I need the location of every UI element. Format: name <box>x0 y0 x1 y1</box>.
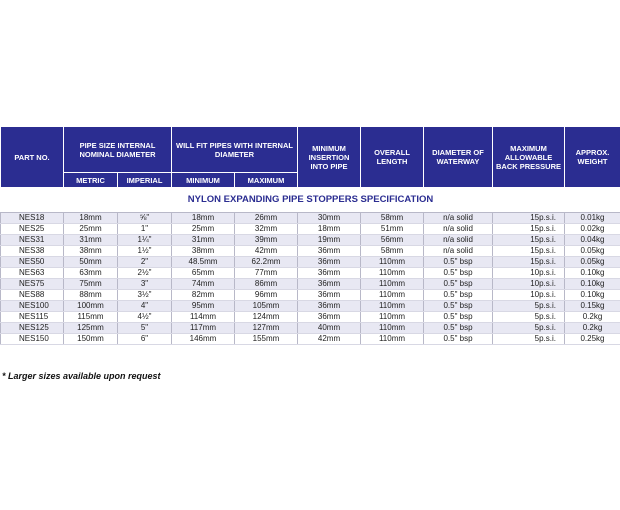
cell-insertion: 36mm <box>298 246 361 257</box>
cell-metric: 63mm <box>64 268 118 279</box>
cell-imperial: 6" <box>118 334 172 345</box>
cell-maximum: 124mm <box>235 312 298 323</box>
cell-weight: 0.04kg <box>565 235 620 246</box>
cell-overall-length: 56mm <box>361 235 424 246</box>
cell-maximum: 127mm <box>235 323 298 334</box>
cell-weight: 0.01kg <box>565 213 620 224</box>
header-will-fit: WILL FIT PIPES WITH INTERNAL DIAMETER <box>172 127 298 173</box>
cell-waterway: 0.5" bsp <box>424 312 493 323</box>
spec-table-container <box>0 126 620 345</box>
cell-maximum: 39mm <box>235 235 298 246</box>
cell-maximum: 96mm <box>235 290 298 301</box>
cell-imperial: 2½" <box>118 268 172 279</box>
table-row <box>1 224 620 235</box>
table-title-row <box>1 188 620 213</box>
cell-waterway: n/a solid <box>424 224 493 235</box>
table-row <box>1 213 620 224</box>
header-part-no: PART NO. <box>1 127 64 188</box>
cell-insertion: 19mm <box>298 235 361 246</box>
cell-weight: 0.2kg <box>565 323 620 334</box>
cell-part-no: NES31 <box>1 235 64 246</box>
cell-metric: 125mm <box>64 323 118 334</box>
cell-weight: 0.05kg <box>565 257 620 268</box>
header-pipe-size: PIPE SIZE INTERNAL NOMINAL DIAMETER <box>64 127 172 173</box>
cell-part-no: NES38 <box>1 246 64 257</box>
cell-insertion: 30mm <box>298 213 361 224</box>
spec-table <box>0 126 620 345</box>
cell-overall-length: 110mm <box>361 268 424 279</box>
cell-waterway: n/a solid <box>424 213 493 224</box>
cell-overall-length: 58mm <box>361 246 424 257</box>
footnote: * Larger sizes available upon request <box>2 371 161 381</box>
table-row <box>1 334 620 345</box>
cell-metric: 150mm <box>64 334 118 345</box>
cell-insertion: 36mm <box>298 268 361 279</box>
cell-minimum: 48.5mm <box>172 257 235 268</box>
table-row <box>1 312 620 323</box>
cell-overall-length: 110mm <box>361 301 424 312</box>
cell-minimum: 65mm <box>172 268 235 279</box>
cell-overall-length: 51mm <box>361 224 424 235</box>
cell-overall-length: 110mm <box>361 290 424 301</box>
cell-waterway: 0.5" bsp <box>424 257 493 268</box>
cell-maximum: 86mm <box>235 279 298 290</box>
cell-part-no: NES100 <box>1 301 64 312</box>
cell-insertion: 36mm <box>298 312 361 323</box>
cell-metric: 31mm <box>64 235 118 246</box>
cell-metric: 38mm <box>64 246 118 257</box>
cell-imperial: 3" <box>118 279 172 290</box>
cell-waterway: 0.5" bsp <box>424 334 493 345</box>
cell-back-pressure: 5p.s.i. <box>493 301 565 312</box>
cell-metric: 115mm <box>64 312 118 323</box>
cell-metric: 75mm <box>64 279 118 290</box>
cell-imperial: 1¼" <box>118 235 172 246</box>
cell-imperial: 1½" <box>118 246 172 257</box>
cell-part-no: NES115 <box>1 312 64 323</box>
cell-maximum: 77mm <box>235 268 298 279</box>
cell-imperial: 4½" <box>118 312 172 323</box>
cell-back-pressure: 15p.s.i. <box>493 213 565 224</box>
cell-back-pressure: 10p.s.i. <box>493 268 565 279</box>
cell-minimum: 31mm <box>172 235 235 246</box>
cell-imperial: 1" <box>118 224 172 235</box>
cell-back-pressure: 15p.s.i. <box>493 224 565 235</box>
table-row <box>1 246 620 257</box>
cell-waterway: n/a solid <box>424 235 493 246</box>
cell-part-no: NES125 <box>1 323 64 334</box>
header-weight: APPROX. WEIGHT <box>565 127 620 188</box>
table-row <box>1 268 620 279</box>
table-title: NYLON EXPANDING PIPE STOPPERS SPECIFICATION <box>1 188 620 213</box>
cell-back-pressure: 15p.s.i. <box>493 235 565 246</box>
header-min-insertion: MINIMUM INSERTION INTO PIPE <box>298 127 361 188</box>
cell-minimum: 74mm <box>172 279 235 290</box>
cell-weight: 0.05kg <box>565 246 620 257</box>
cell-overall-length: 110mm <box>361 312 424 323</box>
cell-maximum: 62.2mm <box>235 257 298 268</box>
cell-imperial: 5" <box>118 323 172 334</box>
table-row <box>1 257 620 268</box>
cell-minimum: 25mm <box>172 224 235 235</box>
cell-insertion: 36mm <box>298 279 361 290</box>
cell-insertion: 36mm <box>298 301 361 312</box>
header-metric: METRIC <box>64 173 118 188</box>
cell-minimum: 95mm <box>172 301 235 312</box>
header-maximum: MAXIMUM <box>235 173 298 188</box>
cell-waterway: 0.5" bsp <box>424 279 493 290</box>
cell-minimum: 38mm <box>172 246 235 257</box>
cell-imperial: ⅝" <box>118 213 172 224</box>
cell-insertion: 36mm <box>298 290 361 301</box>
cell-maximum: 105mm <box>235 301 298 312</box>
cell-insertion: 42mm <box>298 334 361 345</box>
header-back-pressure: MAXIMUM ALLOWABLE BACK PRESSURE <box>493 127 565 188</box>
cell-overall-length: 110mm <box>361 279 424 290</box>
cell-back-pressure: 15p.s.i. <box>493 246 565 257</box>
cell-part-no: NES25 <box>1 224 64 235</box>
cell-waterway: 0.5" bsp <box>424 268 493 279</box>
cell-minimum: 117mm <box>172 323 235 334</box>
cell-part-no: NES150 <box>1 334 64 345</box>
cell-part-no: NES50 <box>1 257 64 268</box>
table-row <box>1 301 620 312</box>
cell-maximum: 26mm <box>235 213 298 224</box>
cell-insertion: 36mm <box>298 257 361 268</box>
table-row <box>1 279 620 290</box>
cell-imperial: 2" <box>118 257 172 268</box>
table-row <box>1 235 620 246</box>
cell-back-pressure: 10p.s.i. <box>493 279 565 290</box>
cell-waterway: 0.5" bsp <box>424 290 493 301</box>
cell-waterway: 0.5" bsp <box>424 323 493 334</box>
header-waterway: DIAMETER OF WATERWAY <box>424 127 493 188</box>
cell-minimum: 146mm <box>172 334 235 345</box>
cell-overall-length: 110mm <box>361 257 424 268</box>
cell-overall-length: 58mm <box>361 213 424 224</box>
cell-metric: 18mm <box>64 213 118 224</box>
cell-minimum: 18mm <box>172 213 235 224</box>
cell-part-no: NES63 <box>1 268 64 279</box>
cell-metric: 25mm <box>64 224 118 235</box>
cell-part-no: NES18 <box>1 213 64 224</box>
cell-metric: 100mm <box>64 301 118 312</box>
table-row <box>1 323 620 334</box>
cell-waterway: 0.5" bsp <box>424 301 493 312</box>
cell-minimum: 114mm <box>172 312 235 323</box>
cell-imperial: 3½" <box>118 290 172 301</box>
cell-imperial: 4" <box>118 301 172 312</box>
header-minimum: MINIMUM <box>172 173 235 188</box>
header-overall-length: OVERALL LENGTH <box>361 127 424 188</box>
cell-metric: 50mm <box>64 257 118 268</box>
cell-weight: 0.10kg <box>565 279 620 290</box>
cell-waterway: n/a solid <box>424 246 493 257</box>
cell-weight: 0.10kg <box>565 268 620 279</box>
cell-overall-length: 110mm <box>361 334 424 345</box>
cell-weight: 0.10kg <box>565 290 620 301</box>
cell-weight: 0.2kg <box>565 312 620 323</box>
cell-metric: 88mm <box>64 290 118 301</box>
cell-weight: 0.15kg <box>565 301 620 312</box>
header-imperial: IMPERIAL <box>118 173 172 188</box>
cell-back-pressure: 5p.s.i. <box>493 312 565 323</box>
cell-weight: 0.02kg <box>565 224 620 235</box>
cell-maximum: 42mm <box>235 246 298 257</box>
cell-weight: 0.25kg <box>565 334 620 345</box>
table-row <box>1 290 620 301</box>
cell-minimum: 82mm <box>172 290 235 301</box>
cell-overall-length: 110mm <box>361 323 424 334</box>
cell-part-no: NES75 <box>1 279 64 290</box>
cell-back-pressure: 10p.s.i. <box>493 290 565 301</box>
cell-insertion: 40mm <box>298 323 361 334</box>
cell-back-pressure: 5p.s.i. <box>493 334 565 345</box>
cell-maximum: 32mm <box>235 224 298 235</box>
cell-part-no: NES88 <box>1 290 64 301</box>
cell-insertion: 18mm <box>298 224 361 235</box>
cell-back-pressure: 5p.s.i. <box>493 323 565 334</box>
cell-back-pressure: 15p.s.i. <box>493 257 565 268</box>
cell-maximum: 155mm <box>235 334 298 345</box>
